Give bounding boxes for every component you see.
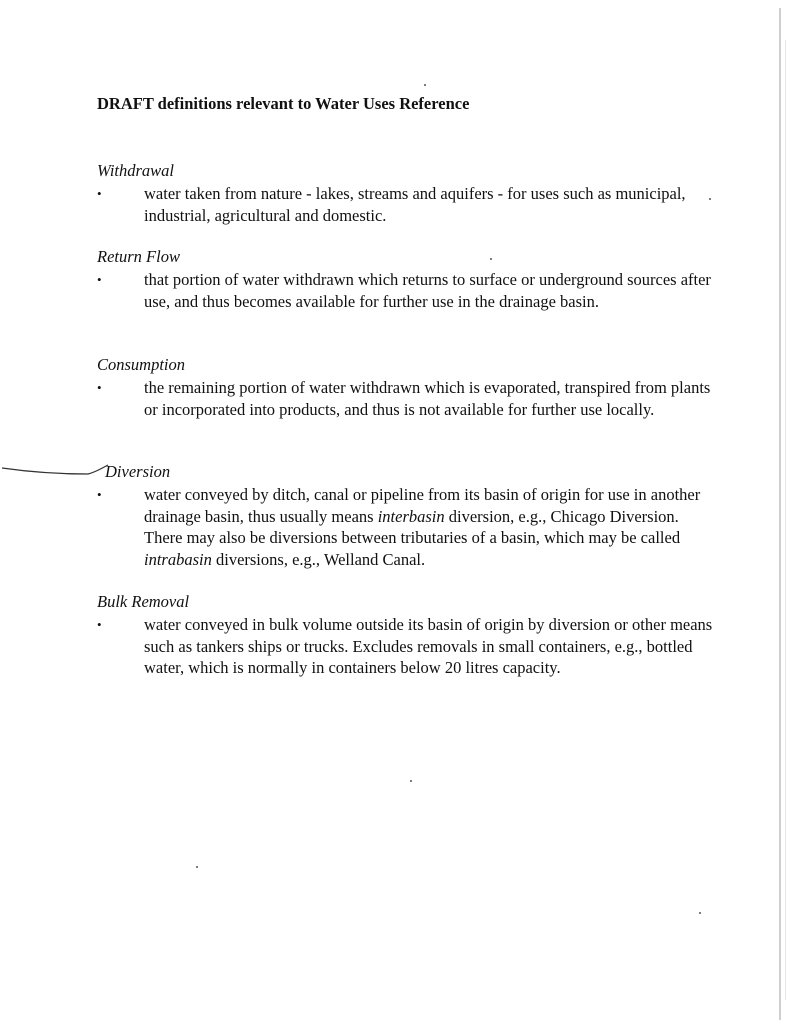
definition-diversion [105, 461, 725, 482]
scan-speck [490, 258, 492, 260]
scan-speck [196, 866, 198, 868]
definition-text [144, 269, 717, 312]
definition-consumption [97, 354, 717, 420]
bullet-icon: • [97, 380, 102, 395]
definition-segment: water conveyed in bulk volume outside its basin of origin by diversion or other means such as tankers ships or trucks. Excludes removals in small containers, e.g., bottled water, which is normally in containers below 20 litres capacity. [144, 615, 713, 677]
bullet-icon: • [97, 487, 102, 502]
definition-item [97, 183, 717, 226]
definition-segment-italic: interbasin [377, 506, 445, 526]
scan-speck [699, 912, 701, 914]
bullet-icon: • [97, 617, 102, 632]
definition-segment: diversions, e.g., Welland Canal. [211, 549, 426, 569]
definition-segment-italic: intrabasin [144, 549, 212, 569]
scan-speck [410, 780, 412, 782]
definition-bulk-removal [97, 591, 717, 679]
scan-speck [424, 84, 426, 86]
definition-segment: water taken from nature - lakes, streams and aquifers - for uses such as municipal, industrial, agricultural and domestic. [144, 184, 686, 225]
definition-withdrawal [97, 160, 717, 226]
definition-text [144, 484, 717, 570]
definition-item [97, 377, 717, 420]
scan-page-edge-secondary [785, 40, 786, 1000]
definition-segment: water conveyed by ditch, canal or pipeline from its basin of origin for use in another drainage basin, thus usually means [144, 485, 701, 526]
definition-item [97, 614, 717, 679]
definition-return-flow [97, 246, 717, 312]
definition-segment: that portion of water withdrawn which returns to surface or underground sources after use, and thus becomes available for further use in the drainage basin. [144, 270, 711, 311]
term-return-flow: Return Flow [97, 247, 180, 266]
scan-speck [709, 198, 711, 200]
term-consumption: Consumption [97, 355, 186, 374]
term-bulk-removal: Bulk Removal [97, 592, 190, 611]
definition-segment: diversion, e.g., Chicago Diversion. There may also be diversions between tributaries of a basin, which may be called [144, 506, 681, 547]
term-withdrawal: Withdrawal [97, 161, 175, 180]
document-title: DRAFT definitions relevant to Water Uses Reference [97, 94, 470, 113]
definition-text [144, 183, 717, 226]
term-diversion: Diversion [105, 462, 171, 481]
bullet-icon: • [97, 272, 102, 287]
pen-mark-icon [0, 462, 110, 480]
definition-text [144, 377, 717, 420]
definition-diversion-body [97, 482, 717, 570]
definition-segment: the remaining portion of water withdrawn which is evaporated, transpired from plants or incorporated into products, and thus is not available for further use locally. [144, 378, 711, 419]
definition-item [97, 269, 717, 312]
bullet-icon: • [97, 186, 102, 201]
definition-item [97, 484, 717, 570]
scan-page-edge [779, 8, 781, 1020]
definition-text [144, 614, 717, 679]
